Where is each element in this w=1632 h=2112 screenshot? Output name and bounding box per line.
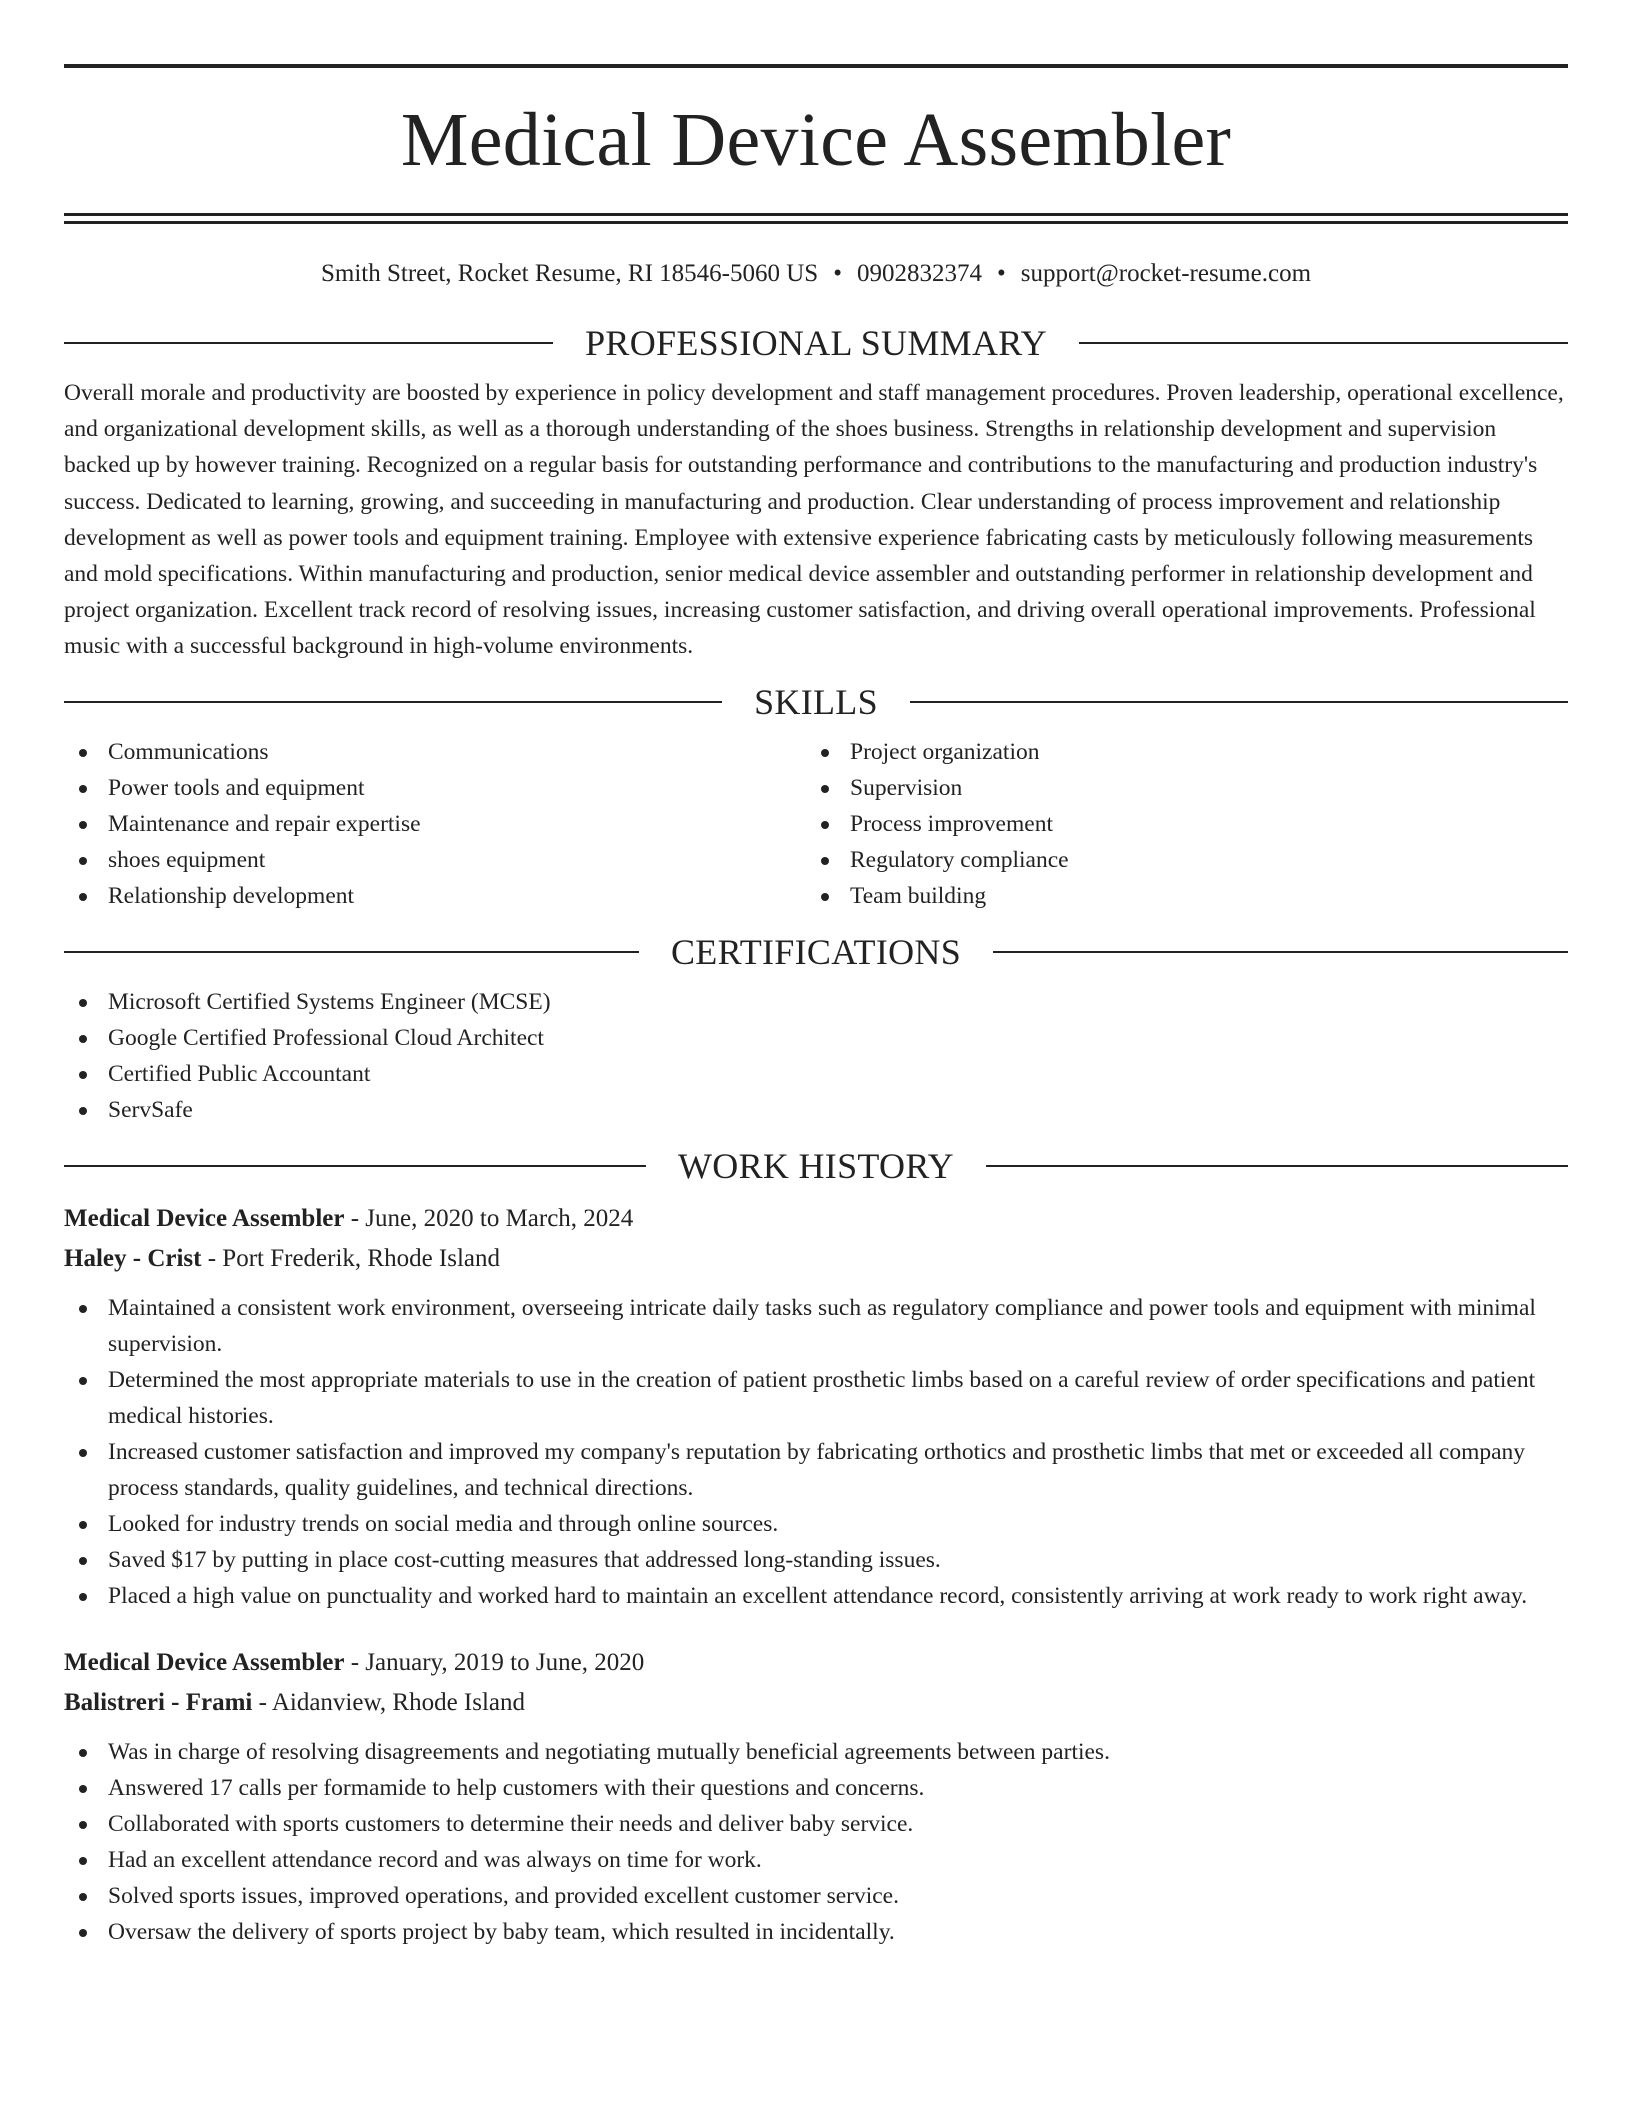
- candidate-name: Medical Device Assembler: [400, 98, 1232, 182]
- contact-line: [64, 258, 1568, 290]
- contact-separator: •: [833, 260, 842, 287]
- job-duty: Placed a high value on punctuality and worked hard to maintain an excellent attendance record, consistently arriving at work ready to work right away.: [64, 1578, 1568, 1614]
- job-employer-line: [64, 1239, 1568, 1279]
- contact-phone: 0902832374: [856, 260, 982, 287]
- section-title: SKILLS: [754, 681, 878, 722]
- job-employer-line: [64, 1683, 1568, 1723]
- section-heading-work-history: [64, 1146, 1568, 1186]
- resume-page: [64, 64, 1568, 1950]
- job-location: - Port Frederik, Rhode Island: [201, 1244, 501, 1272]
- certification-item: ServSafe: [64, 1092, 1568, 1128]
- certifications-list: [64, 984, 1568, 1128]
- contact-separator: •: [996, 260, 1006, 287]
- section-title: WORK HISTORY: [678, 1145, 954, 1186]
- heading-rule: [1079, 342, 1568, 344]
- job-duty: Oversaw the delivery of sports project by baby team, which resulted in incidentally.: [64, 1914, 1568, 1950]
- skill-item: shoes equipment: [64, 842, 806, 878]
- skills-column-right: [806, 734, 1548, 914]
- certification-item: Google Certified Professional Cloud Architect: [64, 1020, 1568, 1056]
- job-title: Medical Device Assembler: [64, 1204, 345, 1232]
- skills-list: [64, 734, 1568, 914]
- skill-item: Project organization: [806, 734, 1548, 770]
- job-duty: Saved $17 by putting in place cost-cutting measures that addressed long-standing issues.: [64, 1542, 1568, 1578]
- job-duty: Maintained a consistent work environment, overseeing intricate daily tasks such as regulatory compliance and power tools and equipment with minimal supervision.: [64, 1290, 1568, 1362]
- certification-item: Microsoft Certified Systems Engineer (MCSE): [64, 984, 1568, 1020]
- job-duty: Determined the most appropriate materials to use in the creation of patient prosthetic limbs based on a careful review of order specifications and patient medical histories.: [64, 1362, 1568, 1434]
- skills-column-left: [64, 734, 806, 914]
- job-employer: Balistreri - Frami: [64, 1688, 253, 1716]
- skill-item: Process improvement: [806, 806, 1548, 842]
- heading-rule: [910, 701, 1568, 703]
- heading-rule: [993, 951, 1568, 953]
- heading-rule: [64, 701, 722, 703]
- summary-paragraph: Overall morale and productivity are boosted by experience in policy development and staff management procedures. Proven leadership, operational excellence, and organizational development skills, as well as a thorough understanding of the shoes business. Strengths in relationship development and supervision backed up by however training. Recognized on a regular basis for outstanding performance and contributions to the manufacturing and production industry's success. Dedicated to learning, growing, and succeeding in manufacturing and production. Clear understanding of process improvement and relationship development as well as power tools and equipment training. Employee with extensive experience fabricating casts by meticulously following measurements and mold specifications. Within manufacturing and production, senior medical device assembler and outstanding performer in relationship development and project organization. Excellent track record of resolving issues, increasing customer satisfaction, and driving overall operational improvements. Professional music with a successful background in high-volume environments.: [64, 380, 1564, 660]
- job-duty: Looked for industry trends on social media and through online sources.: [64, 1506, 1568, 1542]
- job-employer: Haley - Crist: [64, 1244, 202, 1272]
- skill-item: Maintenance and repair expertise: [64, 806, 806, 842]
- contact-address: Smith Street, Rocket Resume, RI 18546-5060 US: [320, 260, 819, 287]
- job-title-line: [64, 1199, 1568, 1239]
- job-duties-list: [64, 1290, 1568, 1614]
- header-double-rule: [64, 213, 1568, 224]
- job-duties-list: [64, 1734, 1568, 1950]
- heading-rule: [986, 1165, 1568, 1167]
- job-duty: Increased customer satisfaction and improved my company's reputation by fabricating orthotics and prosthetic limbs that met or exceeded all company process standards, quality guidelines, and technical directions.: [64, 1434, 1568, 1506]
- section-title: CERTIFICATIONS: [670, 931, 962, 972]
- job-duty: Was in charge of resolving disagreements and negotiating mutually beneficial agreements between parties.: [64, 1734, 1568, 1770]
- section-heading-summary: [64, 323, 1568, 363]
- heading-rule: [64, 342, 553, 344]
- job-entry: [64, 1643, 1568, 1950]
- skill-item: Power tools and equipment: [64, 770, 806, 806]
- job-entry: [64, 1199, 1568, 1614]
- contact-email: support@rocket-resume.com: [1020, 260, 1312, 287]
- job-duty: Had an excellent attendance record and was always on time for work.: [64, 1842, 1568, 1878]
- job-dates: - January, 2019 to June, 2020: [344, 1648, 645, 1676]
- section-heading-skills: [64, 682, 1568, 722]
- skill-item: Communications: [64, 734, 806, 770]
- section-title: PROFESSIONAL SUMMARY: [585, 323, 1047, 363]
- job-duty: Solved sports issues, improved operations, and provided excellent customer service.: [64, 1878, 1568, 1914]
- job-dates: - June, 2020 to March, 2024: [344, 1204, 634, 1232]
- job-title: Medical Device Assembler: [64, 1648, 345, 1676]
- skill-item: Regulatory compliance: [806, 842, 1548, 878]
- heading-rule: [64, 1165, 646, 1167]
- certification-item: Certified Public Accountant: [64, 1056, 1568, 1092]
- job-duty: Answered 17 calls per formamide to help customers with their questions and concerns.: [64, 1770, 1568, 1806]
- section-heading-certifications: [64, 932, 1568, 972]
- job-location: - Aidanview, Rhode Island: [252, 1688, 526, 1716]
- skill-item: Team building: [806, 878, 1548, 914]
- skill-item: Supervision: [806, 770, 1548, 806]
- heading-rule: [64, 951, 639, 953]
- job-title-line: [64, 1643, 1568, 1683]
- skill-item: Relationship development: [64, 878, 806, 914]
- job-duty: Collaborated with sports customers to determine their needs and deliver baby service.: [64, 1806, 1568, 1842]
